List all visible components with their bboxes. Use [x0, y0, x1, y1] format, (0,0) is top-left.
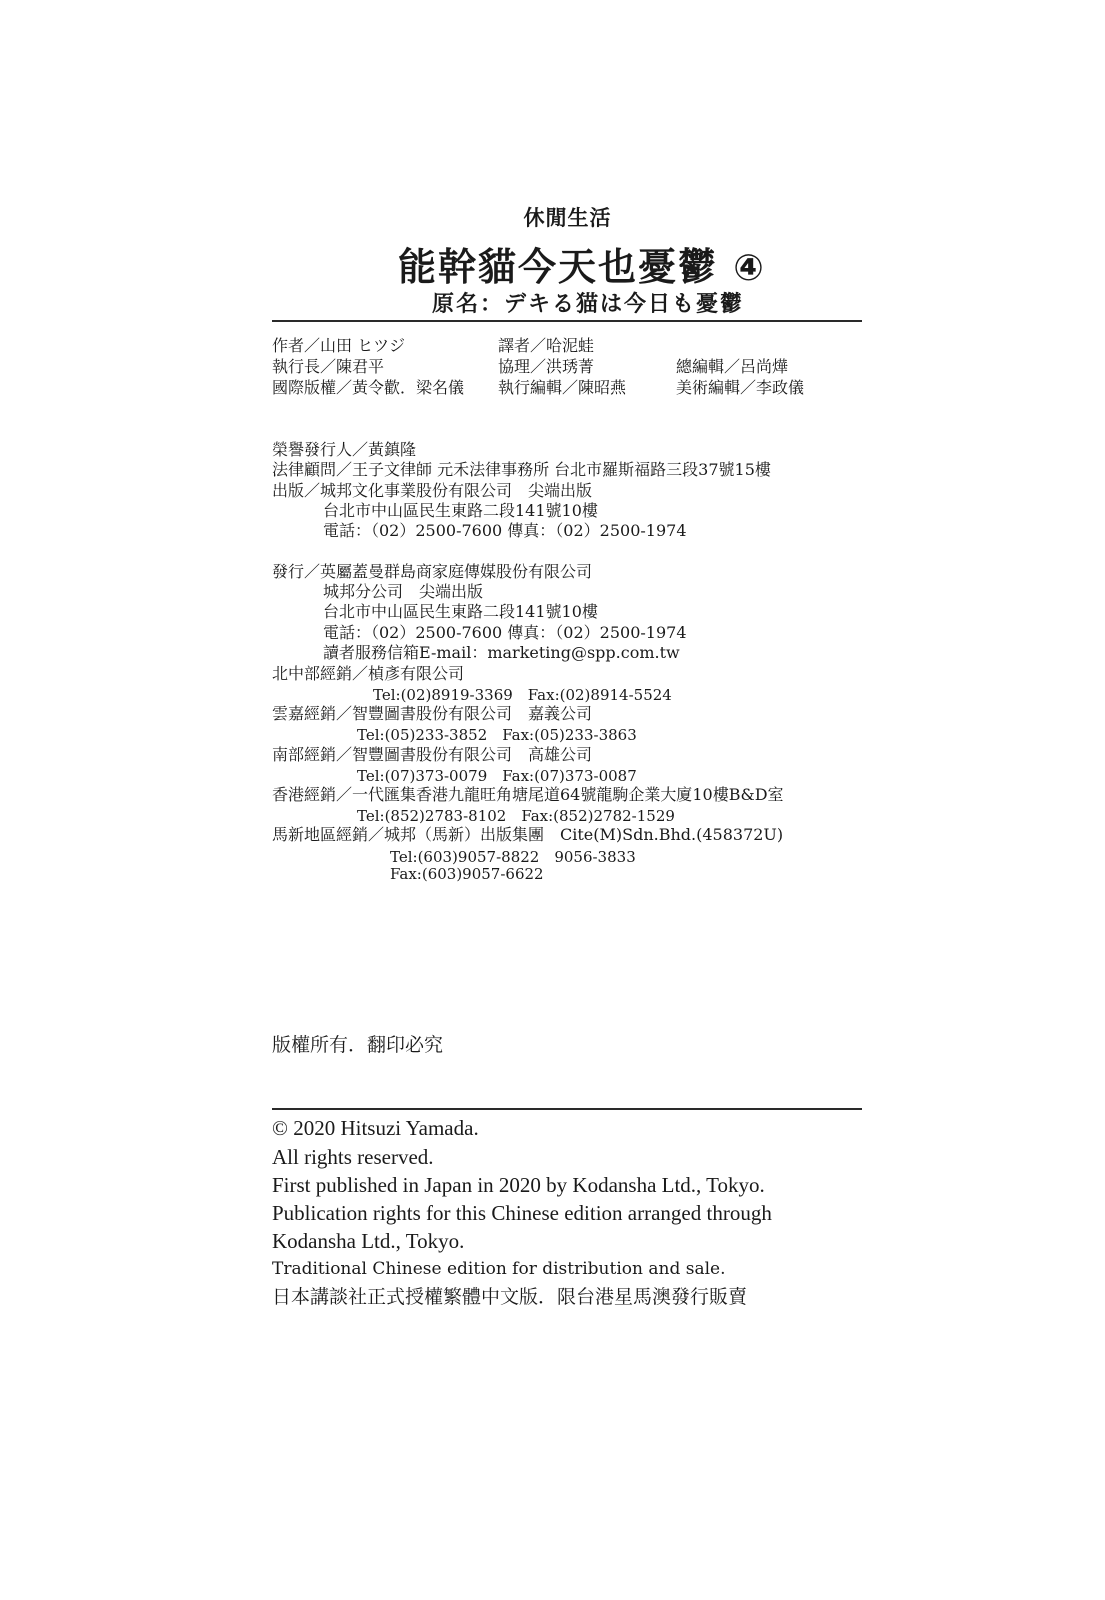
credit-translator: 譯者／哈泥蛙: [498, 336, 595, 355]
series-label: 休閒生活: [523, 206, 612, 230]
distributor-north-contact: Tel:(02)8919-3369 Fax:(02)8914-5524: [373, 686, 672, 704]
credit-chief-editor: 總編輯／呂尚燁: [676, 357, 789, 376]
distributor-hk-contact: Tel:(852)2783-8102 Fax:(852)2782-1529: [357, 807, 675, 825]
rights-reserved: 版權所有．翻印必究: [272, 1034, 444, 1056]
distributor-my-fax: Fax:(603)9057-6622: [390, 865, 544, 883]
credit-intl-rights: 國際版權／黃令歡．梁名儀: [272, 378, 465, 397]
credit-author: 作者／山田 ヒツジ: [272, 336, 406, 355]
all-rights-line: All rights reserved.: [272, 1145, 434, 1169]
issuer-branch: 城邦分公司 尖端出版: [323, 582, 484, 601]
distributor-north: 北中部經銷／楨彥有限公司: [272, 664, 465, 683]
credit-exec-editor: 執行編輯／陳昭燕: [498, 378, 627, 397]
distributor-south-contact: Tel:(07)373-0079 Fax:(07)373-0087: [357, 767, 637, 785]
publication-rights-line: Publication rights for this Chinese edition arranged through: [272, 1201, 772, 1225]
volume-number: ④: [733, 248, 766, 289]
bottom-divider: [272, 1108, 862, 1110]
credit-exec-director: 執行長／陳君平: [272, 357, 385, 376]
issuer: 發行／英屬蓋曼群島商家庭傳媒股份有限公司: [272, 562, 593, 581]
distributor-south: 南部經銷／智豐圖書股份有限公司 高雄公司: [272, 745, 593, 764]
credit-coordinator: 協理／洪琇菁: [498, 357, 595, 376]
traditional-edition-line: Traditional Chinese edition for distribution and sale.: [272, 1259, 726, 1279]
honorary-publisher: 榮譽發行人／黃鎮隆: [272, 440, 417, 459]
authorization-line: 日本講談社正式授權繁體中文版．限台港星馬澳發行販賣: [272, 1286, 748, 1308]
copyright-line: © 2020 Hitsuzi Yamada.: [272, 1116, 479, 1140]
publisher-phone: 電話：（02）2500-7600 傳真：（02）2500-1974: [323, 521, 687, 540]
distributor-yunjia-contact: Tel:(05)233-3852 Fax:(05)233-3863: [357, 726, 637, 744]
book-title: [398, 236, 766, 291]
distributor-my: 馬新地區經銷／城邦（馬新）出版集團 Cite(M)Sdn.Bhd.(458372U): [272, 825, 784, 844]
original-title: 原名：デキる猫は今日も憂鬱: [432, 292, 745, 317]
top-divider: [272, 320, 862, 322]
publisher-name: 出版／城邦文化事業股份有限公司 尖端出版: [272, 481, 593, 500]
distributor-my-tel: Tel:(603)9057-8822 9056-3833: [390, 848, 636, 866]
issuer-phone: 電話：（02）2500-7600 傳真：（02）2500-1974: [323, 623, 687, 642]
distributor-hk: 香港經銷／一代匯集香港九龍旺角塘尾道64號龍駒企業大廈10樓B&D室: [272, 785, 784, 804]
issuer-address: 台北市中山區民生東路二段141號10樓: [323, 602, 598, 621]
book-title-text: 能幹貓今天也憂鬱: [398, 245, 719, 289]
distributor-yunjia: 雲嘉經銷／智豐圖書股份有限公司 嘉義公司: [272, 704, 593, 723]
legal-advisor: 法律顧問／王子文律師 元禾法律事務所 台北市羅斯福路三段37號15樓: [272, 460, 771, 479]
first-published-line: First published in Japan in 2020 by Kodansha Ltd., Tokyo.: [272, 1173, 765, 1197]
credit-art-editor: 美術編輯／李政儀: [676, 378, 805, 397]
kodansha-line: Kodansha Ltd., Tokyo.: [272, 1229, 465, 1253]
issuer-email: 讀者服務信箱E-mail：marketing@spp.com.tw: [323, 643, 680, 662]
publisher-address: 台北市中山區民生東路二段141號10樓: [323, 501, 598, 520]
